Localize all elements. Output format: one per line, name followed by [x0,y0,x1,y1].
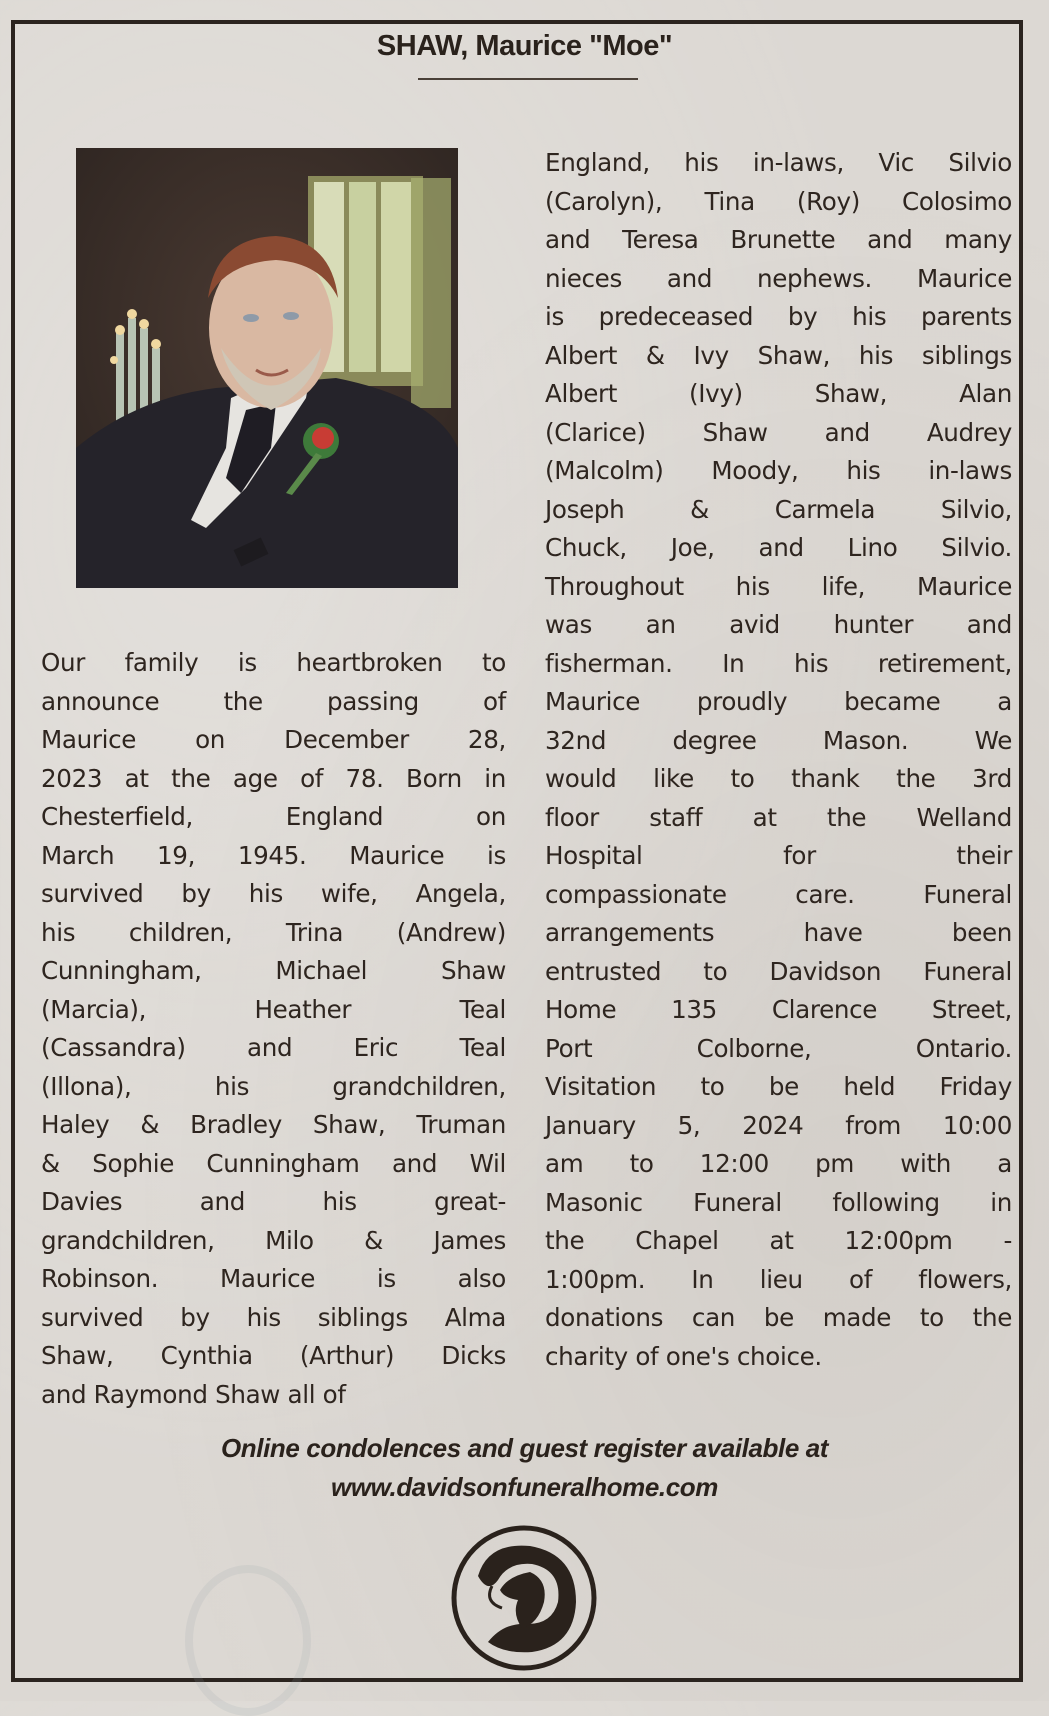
text-line: Visitation to be held Friday [545,1072,1012,1101]
text-line: Maurice proudly became a [545,687,1012,716]
bleed-through-shadow [185,1565,311,1716]
text-line: (Marcia), Heather Teal [41,994,506,1024]
text-line: announce the passing of [41,686,506,716]
right-column-text [545,144,1012,1376]
title-divider [418,78,638,80]
text-line: charity of one's choice. [545,1341,822,1371]
text-line: grandchildren, Milo & James [41,1225,506,1255]
condolences-note: Online condolences and guest register available at [220,1433,829,1463]
text-line: arrangements have been [545,918,1012,947]
text-line: am to 12:00 pm with a [545,1149,1012,1178]
text-line: Home 135 Clarence Street, [545,995,1012,1024]
text-line: (Illona), his grandchildren, [41,1071,506,1101]
text-line: Albert & Ivy Shaw, his siblings [545,340,1012,370]
text-line: would like to thank the 3rd [545,764,1012,793]
text-line: 2023 at the age of 78. Born in [41,763,506,793]
text-line: the Chapel at 12:00pm - [545,1226,1012,1255]
text-line: (Cassandra) and Eric Teal [41,1033,506,1062]
text-line: entrusted to Davidson Funeral [545,956,1012,986]
text-line: March 19, 1945. Maurice is [41,840,506,870]
text-line: Shaw, Cynthia (Arthur) Dicks [41,1341,506,1370]
text-line: Joseph & Carmela Silvio, [545,494,1012,524]
left-column-text [41,644,506,1414]
text-line: Robinson. Maurice is also [41,1264,506,1293]
funeral-home-website-link[interactable]: www.davidsonfuneralhome.com [331,1472,718,1502]
text-line: and Raymond Shaw all of [41,1379,346,1409]
text-line: Masonic Funeral following in [545,1187,1012,1217]
text-line: 1:00pm. In lieu of flowers, [545,1264,1012,1294]
obituary-title: SHAW, Maurice "Moe" [376,30,673,62]
text-line: is predeceased by his parents [545,302,1012,331]
text-line: Chesterfield, England on [41,802,506,831]
text-line: 32nd degree Mason. We [545,725,1012,755]
text-line: (Carolyn), Tina (Roy) Colosimo [545,186,1012,216]
text-line: and Teresa Brunette and many [545,225,1012,254]
text-line: & Sophie Cunningham and Wil [41,1148,506,1178]
text-line: compassionate care. Funeral [545,879,1012,909]
text-line: Our family is heartbroken to [41,648,506,677]
text-line: survived by his siblings Alma [41,1302,506,1332]
text-line: January 5, 2024 from 10:00 [545,1110,1012,1140]
text-line: his children, Trina (Andrew) [41,917,506,947]
text-line: Cunningham, Michael Shaw [41,956,506,985]
text-line: was an avid hunter and [545,610,1012,639]
text-line: Port Colborne, Ontario. [545,1033,1012,1063]
text-line: England, his in-laws, Vic Silvio [545,148,1012,177]
text-line: Maurice on December 28, [41,725,506,754]
text-line: Chuck, Joe, and Lino Silvio. [545,533,1012,562]
text-line: survived by his wife, Angela, [41,879,506,908]
text-line: donations can be made to the [545,1303,1012,1332]
text-line: fisherman. In his retirement, [545,648,1012,678]
text-line: Hospital for their [545,841,1012,870]
text-line: Throughout his life, Maurice [545,571,1012,601]
portrait-image [76,148,458,588]
text-line: Davies and his great- [41,1187,506,1216]
davidson-funeral-home-logo-icon [448,1524,600,1672]
text-line: (Clarice) Shaw and Audrey [545,417,1012,447]
text-line: (Malcolm) Moody, his in-laws [545,456,1012,485]
text-line: floor staff at the Welland [545,802,1012,832]
text-line: Albert (Ivy) Shaw, Alan [545,379,1012,408]
text-line: Haley & Bradley Shaw, Truman [41,1110,506,1139]
portrait-photo [76,148,458,588]
text-line: nieces and nephews. Maurice [545,263,1012,293]
